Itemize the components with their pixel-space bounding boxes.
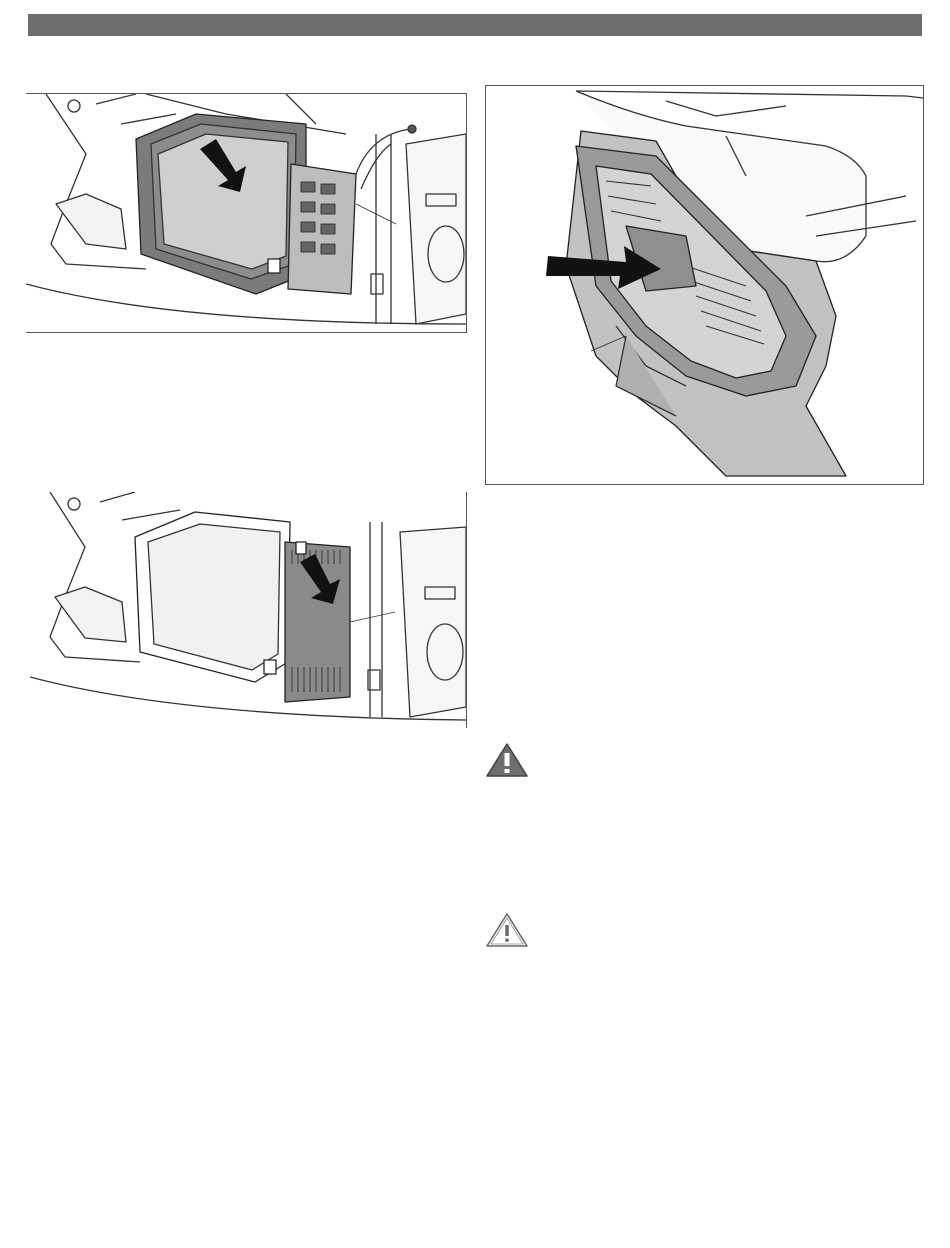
figure-1-illustration xyxy=(26,94,466,332)
figure-3-illustration xyxy=(30,492,466,728)
figure-storage-compartment xyxy=(26,93,467,333)
figure-rear-vent xyxy=(485,85,924,485)
figure-module-installed xyxy=(30,492,467,728)
header-bar xyxy=(28,14,922,36)
figure-2-illustration xyxy=(486,86,923,484)
warning-triangle-outline-icon xyxy=(485,912,529,948)
warning-triangle-filled-icon xyxy=(485,742,529,778)
